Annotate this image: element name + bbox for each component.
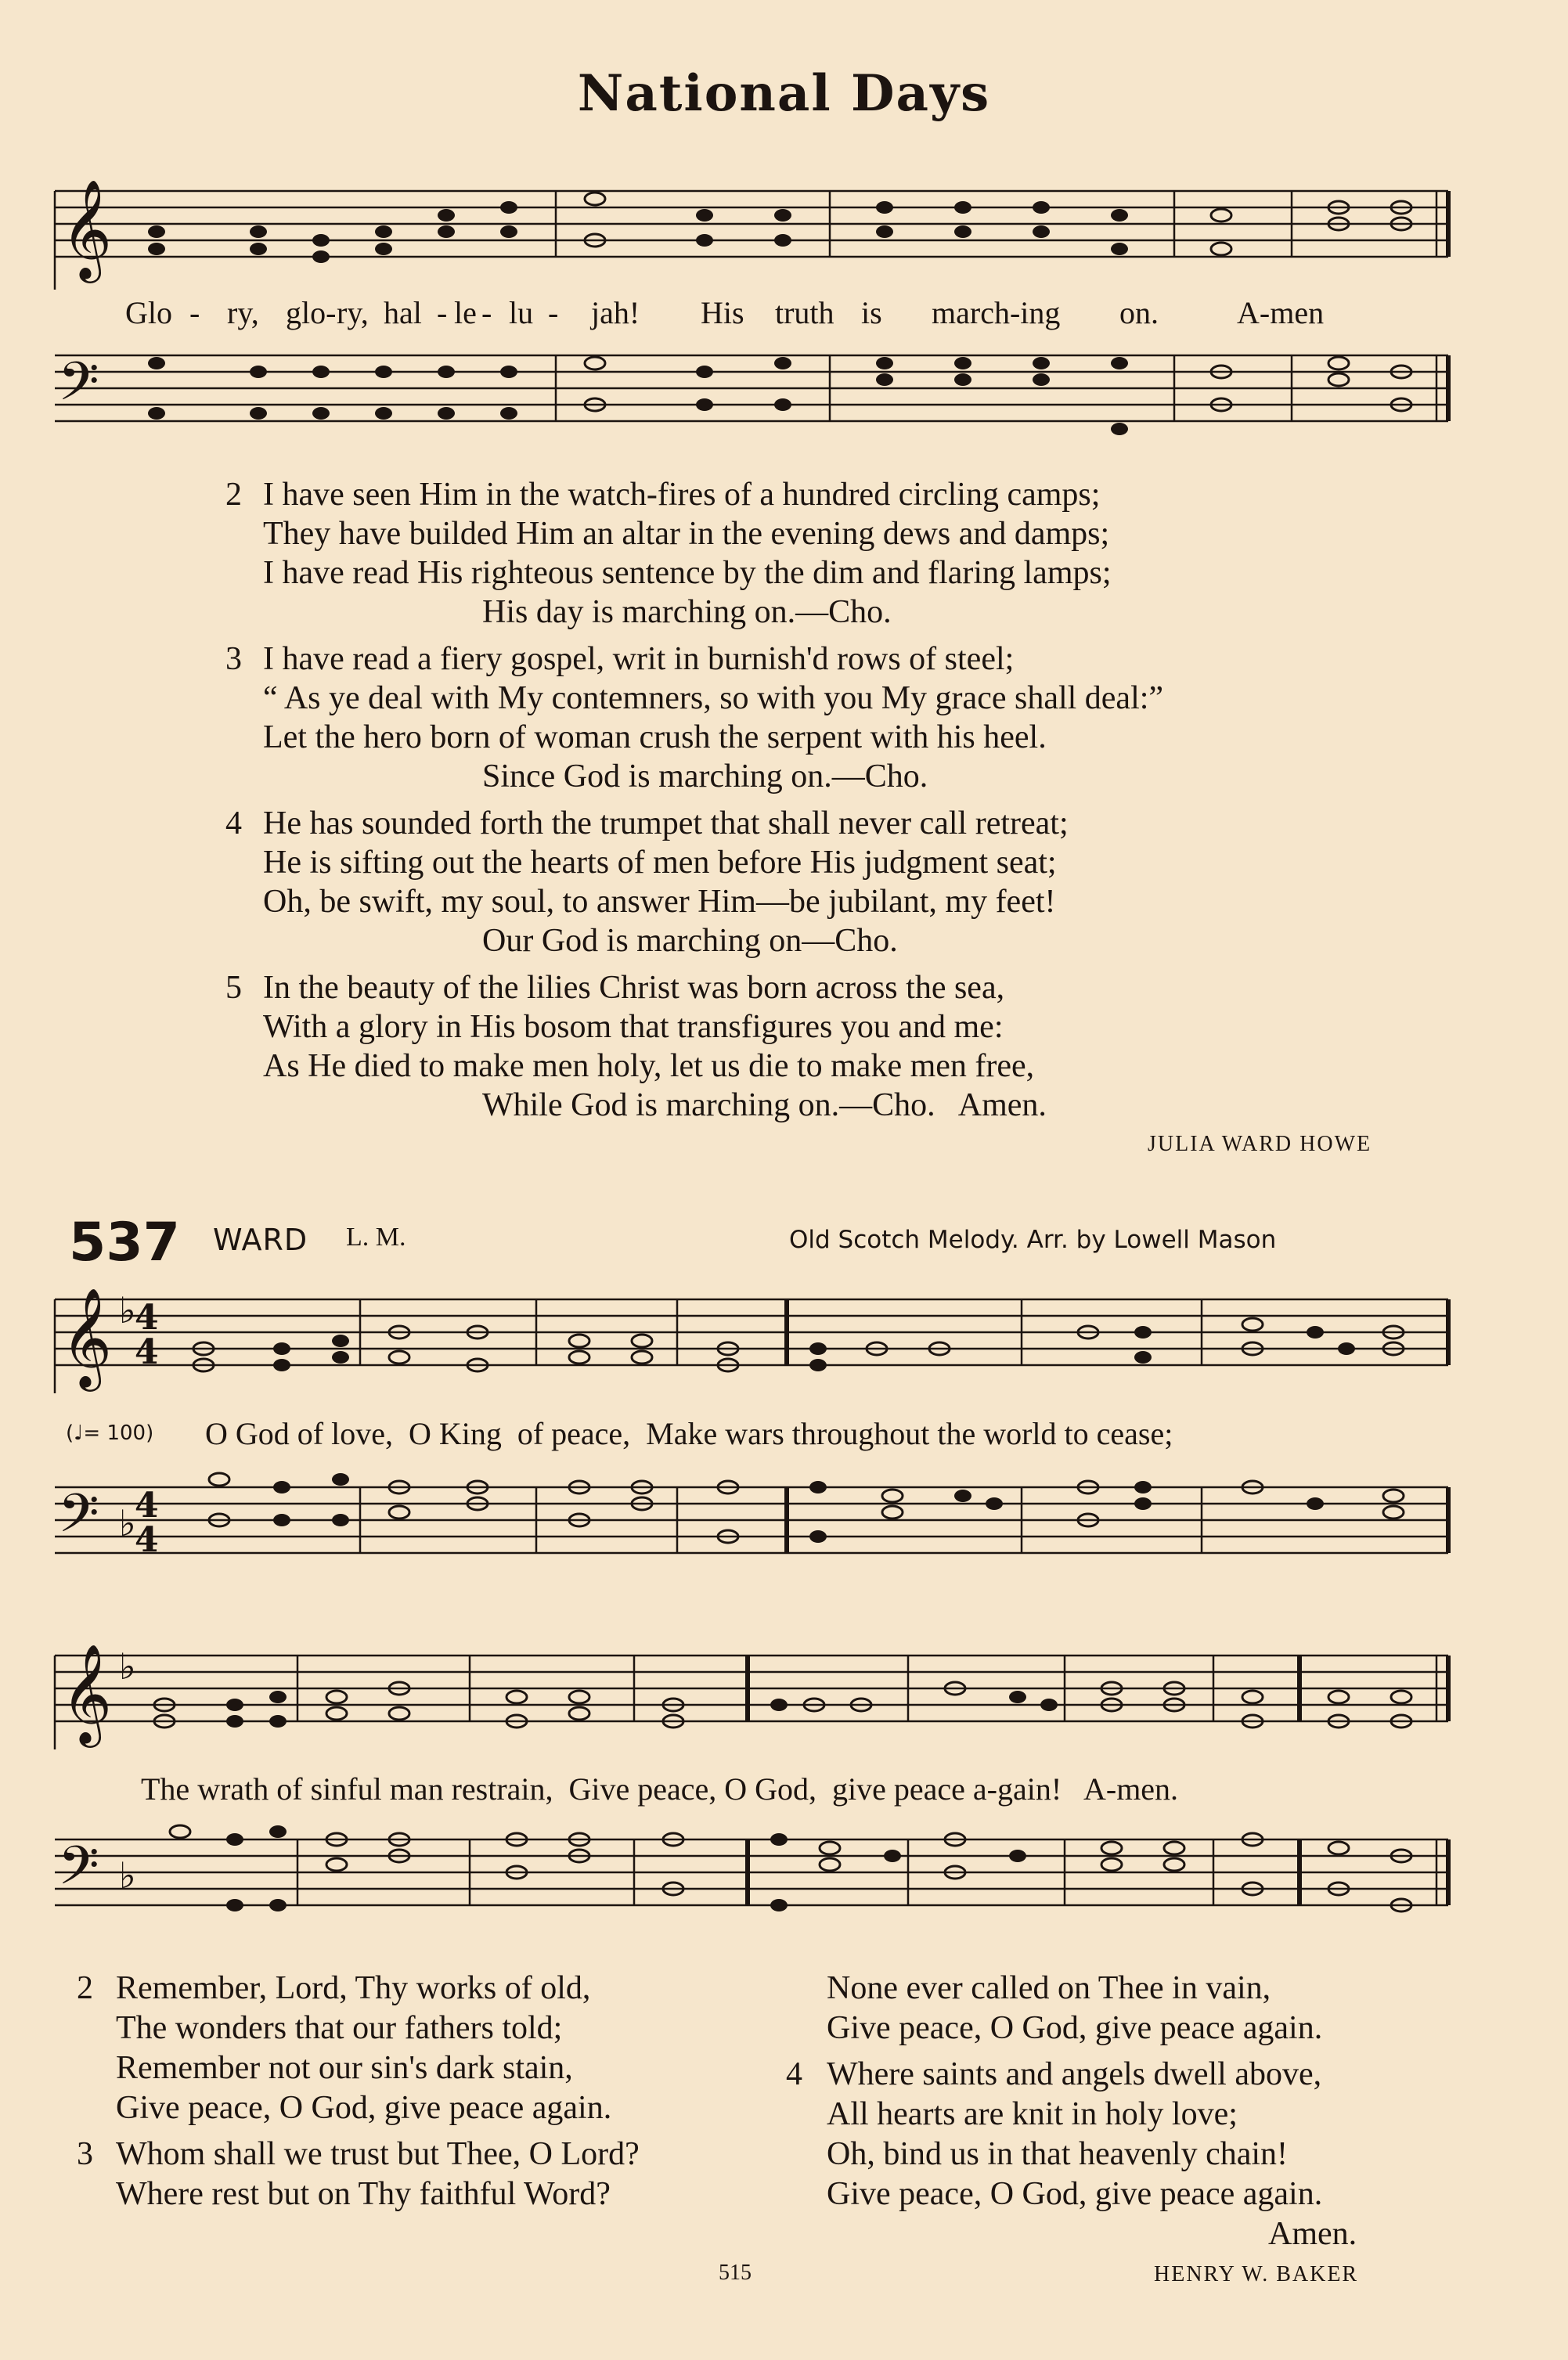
- lyric-syllable: is: [861, 295, 882, 330]
- music-system-537-2-treble: [47, 1640, 1456, 1749]
- music-system-536-treble: [47, 180, 1456, 290]
- lyric-syllable: -: [481, 295, 492, 330]
- svg-text:♭: ♭: [119, 1645, 136, 1688]
- verse-line: Give peace, O God, give peace again.: [827, 2010, 1323, 2046]
- svg-text:4: 4: [135, 1486, 159, 1526]
- svg-text:𝄞: 𝄞: [61, 180, 113, 279]
- verse-line: Whom shall we trust but Thee, O Lord?: [116, 2136, 640, 2172]
- verse-line: Give peace, O God, give peace again.: [827, 2176, 1323, 2212]
- verse-number: 2: [225, 477, 242, 513]
- verse-line: Oh, be swift, my soul, to answer Him—be jubilant, my feet!: [263, 884, 1056, 920]
- lyric-syllable: lu: [509, 295, 534, 330]
- lyric-syllable: -: [189, 295, 200, 330]
- svg-text:𝄞: 𝄞: [61, 1287, 113, 1387]
- music-system-537-2-bass: [47, 1824, 1456, 1933]
- lyric-syllable: His: [701, 295, 744, 330]
- tempo-marking: (♩= 100): [66, 1421, 154, 1445]
- music-system-537-1-bass: [47, 1472, 1456, 1581]
- verse-line: Remember not our sin's dark stain,: [116, 2050, 573, 2086]
- lyric-syllable: march-ing: [932, 295, 1061, 330]
- amen-text: Amen.: [1268, 2216, 1357, 2252]
- verse-line: The wonders that our fathers told;: [116, 2010, 563, 2046]
- lyric-syllable: hal: [384, 295, 422, 330]
- lyric-syllable: le: [454, 295, 477, 330]
- verse-number: 4: [225, 805, 242, 841]
- verse-number: 2: [77, 1970, 93, 2006]
- author-537: HENRY W. BAKER: [1154, 2262, 1359, 2286]
- author-536: JULIA WARD HOWE: [1148, 1132, 1372, 1156]
- verse-line: I have read His righteous sentence by the dim and flaring lamps;: [263, 555, 1112, 591]
- lyric-syllable: ry,: [337, 295, 369, 330]
- verse-line: None ever called on Thee in vain,: [827, 1970, 1271, 2006]
- svg-text:♭: ♭: [119, 1289, 136, 1331]
- verse-line: Remember, Lord, Thy works of old,: [116, 1970, 591, 2006]
- lyric-syllable: ry,: [227, 295, 259, 330]
- verse-line: He has sounded forth the trumpet that shall never call retreat;: [263, 805, 1069, 841]
- verse-line: Where saints and angels dwell above,: [827, 2056, 1322, 2092]
- lyric-syllable: truth: [775, 295, 834, 330]
- verse-line: While God is marching on.—Cho. Amen.: [482, 1087, 1047, 1123]
- section-title: National Days: [577, 64, 991, 123]
- tune-name: WARD: [213, 1223, 308, 1257]
- verse-line: Our God is marching on—Cho.: [482, 923, 898, 959]
- verse-number: 3: [77, 2136, 93, 2172]
- verse-line: “ As ye deal with My contemners, so with you My grace shall deal:”: [263, 680, 1164, 716]
- verse-line: In the beauty of the lilies Christ was born across the sea,: [263, 970, 1005, 1006]
- composer-credit: Old Scotch Melody. Arr. by Lowell Mason: [789, 1226, 1277, 1254]
- verse-line: With a glory in His bosom that transfigures you and me:: [263, 1009, 1004, 1045]
- svg-text:𝄢: 𝄢: [58, 351, 99, 426]
- lyric-syllable: A-men: [1237, 295, 1325, 330]
- svg-text:𝄢: 𝄢: [58, 1836, 99, 1910]
- lyric-syllable: jah!: [591, 295, 640, 330]
- lyric-syllable: Glo: [125, 295, 172, 330]
- svg-text:4: 4: [135, 1332, 159, 1372]
- lyric-syllable: glo-: [286, 295, 337, 330]
- verse-line: Since God is marching on.—Cho.: [482, 758, 928, 794]
- page-number: 515: [719, 2261, 752, 2285]
- verse-line: Oh, bind us in that heavenly chain!: [827, 2136, 1289, 2172]
- svg-text:♭: ♭: [119, 1854, 136, 1897]
- verse-line: I have read a fiery gospel, writ in burnish'd rows of steel;: [263, 641, 1015, 677]
- verse-line: Where rest but on Thy faithful Word?: [116, 2176, 611, 2212]
- verse-line: He is sifting out the hearts of men before His judgment seat;: [263, 845, 1057, 881]
- svg-text:𝄞: 𝄞: [61, 1643, 113, 1743]
- svg-text:♭: ♭: [119, 1502, 136, 1544]
- lyric-syllable: on.: [1119, 295, 1159, 330]
- svg-text:4: 4: [135, 1298, 159, 1338]
- hymn-number: 537: [69, 1212, 180, 1274]
- lyric-syllable: -: [548, 295, 559, 330]
- verse-line: His day is marching on.—Cho.: [482, 594, 892, 630]
- verse-line: I have seen Him in the watch-fires of a hundred circling camps;: [263, 477, 1101, 513]
- meter: L. M.: [346, 1223, 406, 1252]
- verse-line: Give peace, O God, give peace again.: [116, 2090, 612, 2126]
- lyric-syllable: -: [437, 295, 448, 330]
- svg-text:𝄢: 𝄢: [58, 1483, 99, 1558]
- music-system-536-bass: [47, 344, 1456, 462]
- verse-line: Let the hero born of woman crush the serpent with his heel.: [263, 719, 1047, 755]
- lyrics-537-system-1: O God of love, O King of peace, Make wars throughout the world to cease;: [205, 1416, 1173, 1451]
- verse-number: 5: [225, 970, 242, 1006]
- verse-line: All hearts are knit in holy love;: [827, 2096, 1238, 2132]
- verse-line: As He died to make men holy, let us die to make men free,: [263, 1048, 1035, 1084]
- music-system-537-1-treble: [47, 1284, 1456, 1393]
- lyrics-537-system-2: The wrath of sinful man restrain, Give peace, O God, give peace a-gain! A-men.: [141, 1771, 1179, 1807]
- verse-number: 4: [786, 2056, 802, 2092]
- verse-line: They have builded Him an altar in the evening dews and damps;: [263, 516, 1110, 552]
- svg-text:4: 4: [135, 1520, 159, 1560]
- verse-number: 3: [225, 641, 242, 677]
